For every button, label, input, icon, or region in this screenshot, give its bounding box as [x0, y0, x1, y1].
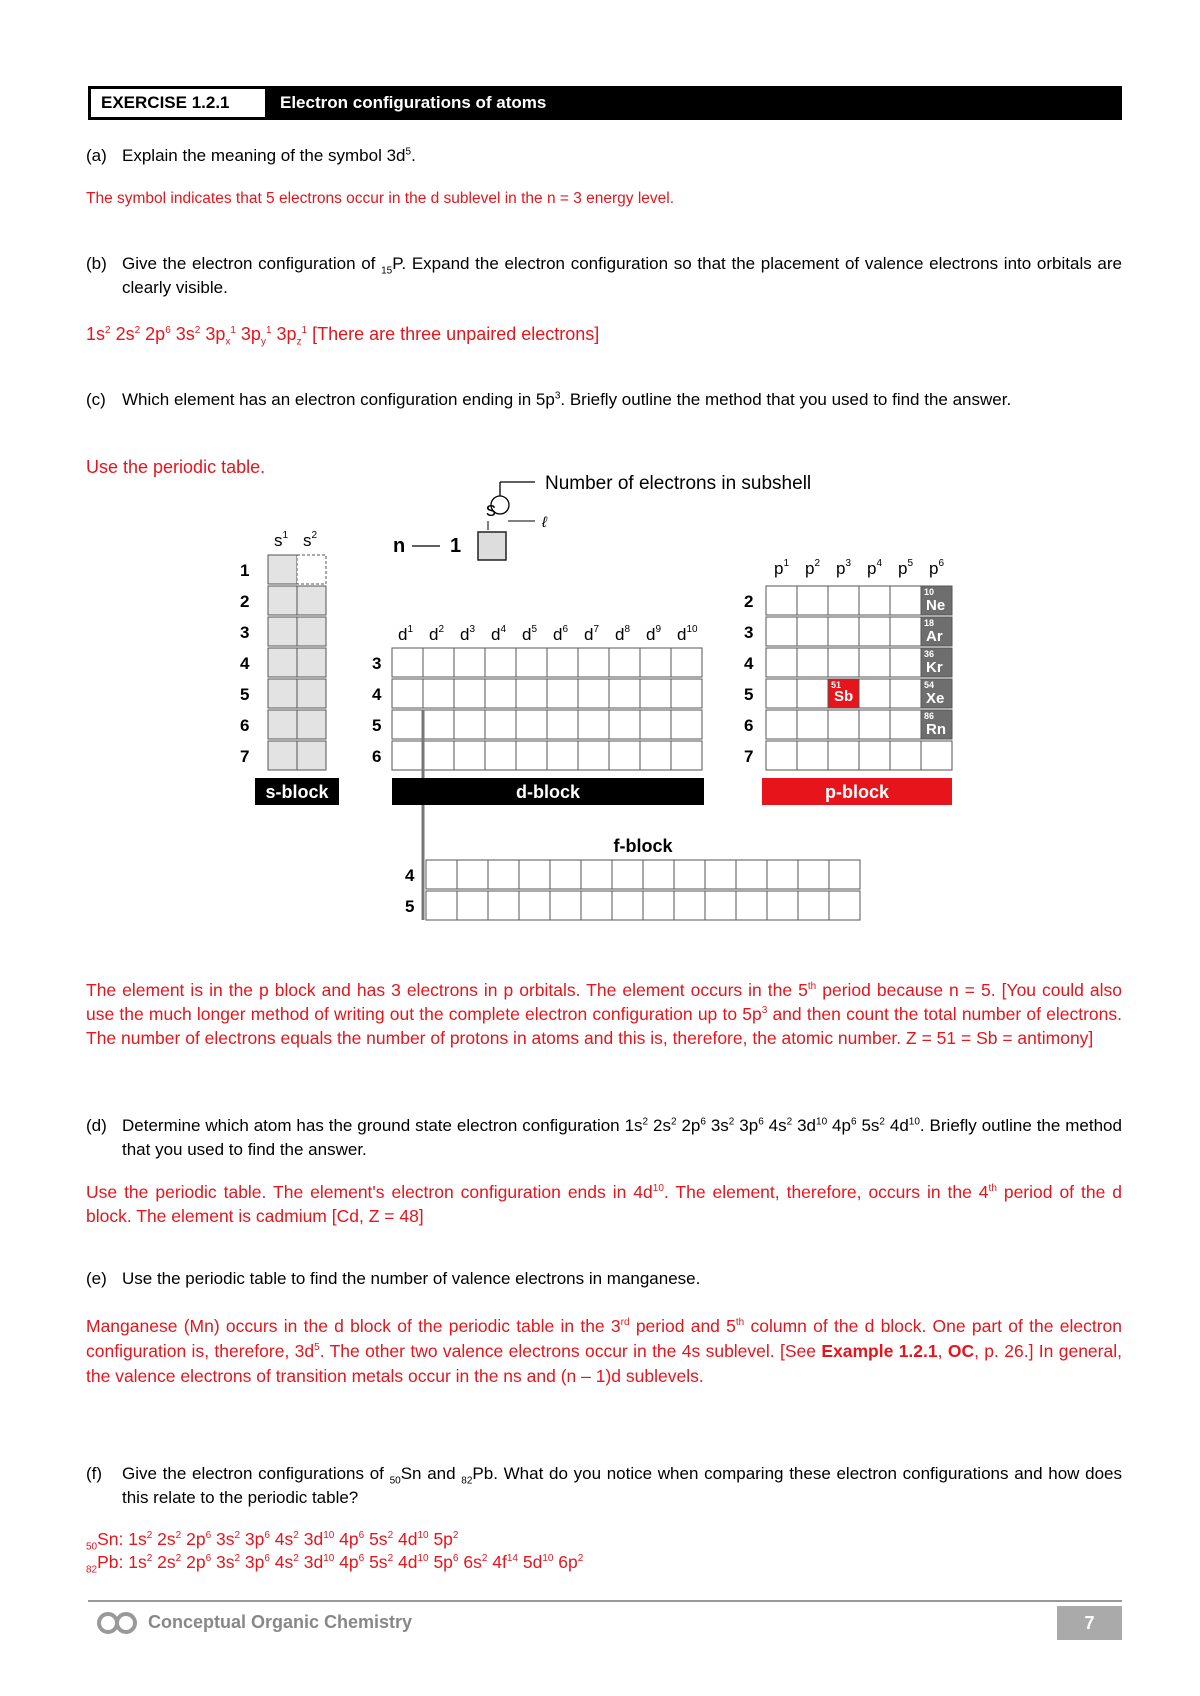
- d-block-cell: [423, 648, 454, 677]
- d-block-cell: [640, 741, 671, 770]
- question-text: . Briefly outline the method that you used to find the answer.: [560, 390, 1012, 409]
- d-block-cell: [578, 648, 609, 677]
- p-block-cell: [859, 741, 890, 770]
- element-symbol: P: [392, 254, 402, 273]
- atomic-number: 18: [924, 618, 935, 628]
- question-text: . Briefly outline the method that you used to find the answer.: [122, 1116, 1122, 1159]
- f-block-cell: [798, 860, 829, 889]
- p-block-cell: [797, 741, 828, 770]
- subscript: 50: [86, 1541, 98, 1553]
- element-symbol: Sn:: [97, 1529, 129, 1549]
- p-block-cell: [828, 741, 859, 770]
- example-reference: Example 1.2.1: [821, 1341, 938, 1361]
- period-number: 5: [372, 716, 382, 735]
- answer-c: [86, 978, 1122, 1050]
- period-number: 6: [372, 747, 382, 766]
- d-block-cell: [640, 710, 671, 739]
- question-d: (d) Determine which atom has the ground state electron configuration $1s^2$ $2s^2$ $2p^6$ $3s^2$ $3p^6$ $4s^2$ $3d^{10}$ $4p^6$ $5s^2$ $4d^{10}$. Briefly outline the method that you used to find the answer.: [86, 1116, 1122, 1159]
- d-block-header: $d^2$: [429, 624, 445, 644]
- p-block-cell: [890, 586, 921, 615]
- d-block-cell: [609, 741, 640, 770]
- noble-gas-symbol: Xe: [926, 690, 945, 707]
- p-block-cell: [766, 679, 797, 708]
- s-block-cell: [268, 679, 297, 708]
- noble-gas-symbol: Rn: [926, 721, 946, 738]
- f-block-cell: [581, 860, 612, 889]
- element-symbol: Pb: [472, 1464, 494, 1483]
- atomic-number: 10: [924, 587, 935, 597]
- answer-text: period and 5: [629, 1316, 736, 1336]
- subscript: 50: [389, 1475, 401, 1487]
- period-number: 3: [744, 623, 754, 642]
- f-block-cell: [736, 891, 767, 920]
- superscript: 10: [652, 1183, 664, 1195]
- f-block-cell: [457, 860, 488, 889]
- d-block-cell: [547, 710, 578, 739]
- pb-configuration: $_{82}$Pb: $1s^2$ $2s^2$ $2p^6$ $3s^2$ $3p^6$ $4s^2$ $3d^{10}$ $4p^6$ $5s^2$ $4d^{10}$ $5p^6$ $6s^2$ $4f^{14}$ $5d^{10}$ $6p^2$: [86, 1552, 584, 1576]
- superscript: 5: [405, 146, 412, 158]
- antimony-symbol: Sb: [834, 688, 854, 705]
- answer-text: ,: [937, 1341, 948, 1361]
- d-block-cell: [485, 679, 516, 708]
- p-block-cell: [890, 679, 921, 708]
- question-label: (e): [86, 1269, 107, 1288]
- d-block-cell: [578, 679, 609, 708]
- f-block-cell: [426, 891, 457, 920]
- d-block-header: $d^6$: [553, 624, 569, 644]
- d-block-cell: [516, 741, 547, 770]
- subshell-label: Number of electrons in subshell: [545, 473, 812, 494]
- f-block-cell: [457, 891, 488, 920]
- d-block-cell: [547, 648, 578, 677]
- p-block-cell: [859, 710, 890, 739]
- period-number: 6: [744, 716, 754, 735]
- d-block-cell: [671, 741, 702, 770]
- period-number: 2: [744, 592, 754, 611]
- f-block-cell: [550, 860, 581, 889]
- period-number: 4: [240, 654, 250, 673]
- d-block-cell: [423, 679, 454, 708]
- d-block-cell: [423, 710, 454, 739]
- s-block-cell: [268, 617, 297, 646]
- d-block-cell: [392, 679, 423, 708]
- d-block-cell: [640, 648, 671, 677]
- p-block-cell: [766, 586, 797, 615]
- atomic-number: 54: [924, 680, 935, 690]
- s-block-cell: [297, 648, 326, 677]
- question-e: [86, 1267, 1122, 1291]
- answer-e: [86, 1314, 1122, 1389]
- f-block-cell: [705, 891, 736, 920]
- book-reference: OC: [947, 1341, 975, 1361]
- s-block-cell: [268, 555, 297, 584]
- question-label: (d): [86, 1116, 107, 1135]
- f-block-cell: [829, 860, 860, 889]
- d-block-cell: [485, 648, 516, 677]
- period-number: 5: [240, 685, 250, 704]
- element-symbol: Sn: [400, 1464, 422, 1483]
- f-block-cell: [798, 891, 829, 920]
- period-number: 7: [240, 747, 250, 766]
- d-block-cell: [640, 679, 671, 708]
- answer-f: [86, 1528, 1122, 1574]
- d-block-header: $d^7$: [584, 624, 600, 644]
- answer-text: , p. 26.] In general, the valence electrons of transition metals occur in the ns and (n – 1)d sublevels.: [86, 1341, 1122, 1386]
- f-block-cell: [736, 860, 767, 889]
- d-block-cell: [547, 741, 578, 770]
- s-block-cell: [297, 586, 326, 615]
- footer-title: Conceptual Organic Chemistry: [148, 1612, 413, 1632]
- p-block-cell: [859, 679, 890, 708]
- f-block-cell: [705, 860, 736, 889]
- question-text: . Expand the electron configuration so that the placement of valence electrons into orbitals are clearly visible.: [122, 254, 1122, 297]
- p-block-cell: [766, 741, 797, 770]
- answer-note: [There are three unpaired electrons]: [307, 324, 600, 344]
- question-text: and: [421, 1464, 462, 1483]
- p-block-header: $p^4$: [867, 558, 883, 578]
- period-number: 4: [405, 866, 415, 885]
- question-f: [86, 1462, 1122, 1510]
- superscript: 3: [554, 390, 561, 402]
- s-block-cell: [268, 648, 297, 677]
- p-block-cell: [797, 679, 828, 708]
- n-label: n: [393, 535, 406, 557]
- d-block-header: $d^4$: [491, 624, 507, 644]
- answer-text: . The other two valence electrons occur in the 4s sublevel. [See: [319, 1341, 822, 1361]
- p-block-cell: [859, 586, 890, 615]
- s-label: s: [486, 499, 496, 521]
- superscript: rd: [620, 1317, 630, 1329]
- d-block-label: d-block: [515, 782, 581, 802]
- f-block-cell: [767, 891, 798, 920]
- f-block-cell: [643, 860, 674, 889]
- d-block-cell: [609, 710, 640, 739]
- p-block-cell: [890, 710, 921, 739]
- answer-c-intro: Use the periodic table.: [86, 457, 266, 477]
- answer-text: Use the periodic table. The element's electron configuration ends in 4d: [86, 1182, 653, 1202]
- period-number: 2: [240, 592, 250, 611]
- f-block-cell: [488, 860, 519, 889]
- p-block-header: $p^1$: [774, 558, 790, 578]
- superscript: 3: [761, 1005, 768, 1017]
- period-number: 5: [405, 897, 415, 916]
- question-label: (c): [86, 390, 106, 409]
- d-block-cell: [516, 710, 547, 739]
- f-block-label: f-block: [613, 836, 673, 856]
- d-block-cell: [516, 679, 547, 708]
- p-block-cell: [828, 710, 859, 739]
- f-block-cell: [829, 891, 860, 920]
- question-text: Determine which atom has the ground state electron configuration: [122, 1116, 625, 1135]
- d-block-cell: [609, 679, 640, 708]
- f-block-cell: [612, 860, 643, 889]
- period-number: 6: [240, 716, 250, 735]
- d-block-cell: [392, 710, 423, 739]
- d-block-cell: [516, 648, 547, 677]
- p-block-cell: [890, 617, 921, 646]
- period-number: 4: [372, 685, 382, 704]
- d-block-cell: [485, 710, 516, 739]
- question-label: (b): [86, 254, 107, 273]
- noble-gas-symbol: Ne: [926, 597, 946, 614]
- f-block-cell: [643, 891, 674, 920]
- answer-text: column of the d block. One part of the electron configuration is, therefore, 3d: [86, 1316, 1122, 1361]
- d-block-cell: [454, 710, 485, 739]
- d-block-header: $d^1$: [398, 624, 414, 644]
- p-block-cell: [766, 648, 797, 677]
- question-text: .: [411, 146, 416, 165]
- p-block-cell: [797, 648, 828, 677]
- f-block-cell: [426, 860, 457, 889]
- subscript: 82: [461, 1475, 473, 1487]
- d-block-cell: [392, 648, 423, 677]
- s-block-cell: [297, 710, 326, 739]
- answer-text: . The element, therefore, occurs in the 4: [663, 1182, 989, 1202]
- f-block-cell: [612, 891, 643, 920]
- s-block-cell: [297, 679, 326, 708]
- p-block-cell: [797, 617, 828, 646]
- d-block-cell: [671, 679, 702, 708]
- d-block-header: $d^5$: [522, 624, 538, 644]
- f-block-cell: [581, 891, 612, 920]
- f-block-cell: [767, 860, 798, 889]
- p-block-header: $p^6$: [929, 558, 945, 578]
- p-block-cell: [797, 710, 828, 739]
- s-block-cell: [297, 555, 326, 584]
- s-block-cell: [268, 710, 297, 739]
- p-block-cell: [890, 741, 921, 770]
- f-block-cell: [674, 860, 705, 889]
- s-block-header: $s^1$: [274, 530, 289, 550]
- subscript: 15: [381, 265, 393, 277]
- p-block-label: p-block: [824, 782, 890, 802]
- superscript: th: [807, 981, 817, 993]
- atomic-number: 86: [924, 711, 935, 721]
- d-block-cell: [671, 648, 702, 677]
- sn-configuration: $_{50}$Sn: $1s^2$ $2s^2$ $2p^6$ $3s^2$ $3p^6$ $4s^2$ $3d^{10}$ $4p^6$ $5s^2$ $4d^{10}$ $5p^2$: [86, 1529, 459, 1553]
- s-block-cell: [297, 741, 326, 770]
- s-block-header: $s^2$: [303, 530, 318, 550]
- logo-icon: [96, 1611, 140, 1635]
- question-text: Give the electron configurations of: [122, 1464, 390, 1483]
- d-block-cell: [485, 741, 516, 770]
- footer-rule: [88, 1600, 1122, 1602]
- answer-text: and then count the total number of electrons. The number of electrons equals the number of protons in atoms and this is, therefore, the atomic number. Z = 51 = Sb = antimony]: [86, 1004, 1122, 1048]
- period-number: 3: [372, 654, 382, 673]
- atomic-number: 51: [831, 680, 842, 690]
- superscript: th: [735, 1317, 745, 1329]
- f-block-cell: [488, 891, 519, 920]
- question-text: Give the electron configuration of: [122, 254, 382, 273]
- azimuthal-label: ℓ: [542, 514, 547, 531]
- d-block-header: $d^8$: [615, 624, 631, 644]
- subscript: 82: [86, 1564, 98, 1576]
- period-number: 4: [744, 654, 754, 673]
- key-orbital-box: [478, 532, 506, 560]
- d-block-cell: [423, 741, 454, 770]
- f-block-cell: [519, 860, 550, 889]
- f-block-cell: [519, 891, 550, 920]
- p-block-cell: [828, 648, 859, 677]
- element-symbol: Pb:: [97, 1552, 129, 1572]
- p-block-cell: [890, 648, 921, 677]
- answer-text: The element is in the p block and has 3 electrons in p orbitals. The element occurs in the 5: [86, 980, 808, 1000]
- exercise-number: EXERCISE 1.2.1: [91, 89, 265, 117]
- question-text: Explain the meaning of the symbol 3d: [122, 146, 406, 165]
- n-value: 1: [450, 535, 462, 557]
- p-block-header: $p^2$: [805, 558, 821, 578]
- question-text: . What do you notice when comparing these electron configurations and how does this relate to the periodic table?: [122, 1464, 1123, 1507]
- answer-text: period of the d block. The element is cadmium [Cd, Z = 48]: [86, 1182, 1123, 1226]
- d-block-header: $d^9$: [646, 624, 662, 644]
- f-block-cell: [550, 891, 581, 920]
- question-label: (f): [86, 1464, 103, 1483]
- d-block-cell: [454, 648, 485, 677]
- s-block-cell: [268, 586, 297, 615]
- d-block-cell: [609, 648, 640, 677]
- s-block-cell: [268, 741, 297, 770]
- p-block-header: $p^5$: [898, 558, 914, 578]
- period-number: 1: [240, 561, 250, 580]
- p-block-cell: [828, 617, 859, 646]
- d-block-header: $d^3$: [460, 624, 476, 644]
- d-block-cell: [578, 710, 609, 739]
- d-block-header: $d^{10}$: [677, 624, 698, 644]
- d-block-cell: [454, 679, 485, 708]
- p-block-cell: [859, 617, 890, 646]
- p-block-cell: [766, 617, 797, 646]
- answer-a: The symbol indicates that 5 electrons occur in the d sublevel in the n = 3 energy level.: [86, 190, 675, 207]
- s-block-label: s-block: [265, 782, 329, 802]
- d-block-cell: [547, 679, 578, 708]
- d-block-cell: [454, 741, 485, 770]
- question-label: (a): [86, 146, 107, 165]
- atomic-number: 36: [924, 649, 935, 659]
- f-block-cell: [674, 891, 705, 920]
- superscript: th: [988, 1183, 997, 1195]
- answer-text: period because n = 5.: [816, 980, 996, 1000]
- answer-b: $1s^2$ $2s^2$ $2p^6$ $3s^2$ $3p_x^1$ $3p_y^1$ $3p_z^1$ [There are three unpaired electrons]: [86, 324, 600, 348]
- exercise-title: Electron configurations of atoms: [280, 93, 547, 112]
- answer-d: [86, 1180, 1122, 1228]
- p-block-cell: [797, 586, 828, 615]
- answer-text: [You could also use the much longer method of writing out the complete electron configuration up to 5p: [86, 980, 1122, 1024]
- p-block-cell: [766, 710, 797, 739]
- period-number: 7: [744, 747, 754, 766]
- d-block-cell: [671, 710, 702, 739]
- noble-gas-symbol: Ar: [926, 628, 943, 645]
- d-block-cell: [392, 741, 423, 770]
- page-number: 7: [1057, 1606, 1122, 1640]
- p-block-cell: [828, 586, 859, 615]
- noble-gas-symbol: Kr: [926, 659, 943, 676]
- p-block-header: $p^3$: [836, 558, 852, 578]
- question-text: Use the periodic table to find the number of valence electrons in manganese.: [122, 1269, 701, 1288]
- period-number: 3: [240, 623, 250, 642]
- d-block-cell: [578, 741, 609, 770]
- p-block-cell: [859, 648, 890, 677]
- superscript: 5: [314, 1342, 320, 1354]
- p-block-cell: [921, 741, 952, 770]
- s-block-cell: [297, 617, 326, 646]
- answer-text: Manganese (Mn) occurs in the d block of the periodic table in the 3: [86, 1316, 621, 1336]
- question-text: Which element has an electron configuration ending in 5p: [122, 390, 555, 409]
- period-number: 5: [744, 685, 754, 704]
